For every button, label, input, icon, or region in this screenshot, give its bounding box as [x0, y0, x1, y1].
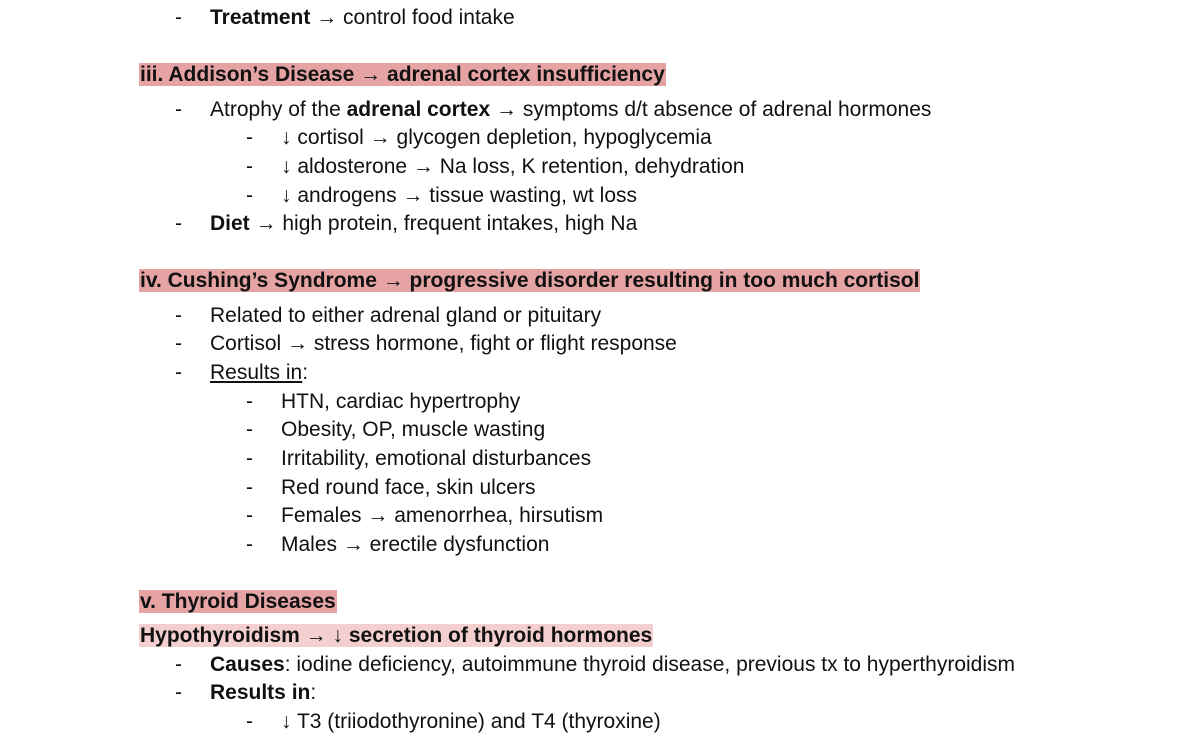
atrophy-bold: adrenal cortex	[346, 98, 491, 121]
bullet-dash: -	[175, 6, 182, 29]
bullet-dash: -	[246, 155, 253, 178]
atrophy-pre: Atrophy of the	[210, 98, 347, 121]
addison-heading-text: iii. Addison’s Disease → adrenal cortex insufficiency	[140, 63, 665, 86]
bullet-dash: -	[246, 710, 253, 733]
cushing-item: Related to either adrenal gland or pituitary	[210, 304, 602, 327]
cushing-result-item: Females → amenorrhea, hirsutism	[281, 504, 604, 527]
bullet-dash: -	[175, 361, 182, 384]
bullet-dash: -	[246, 504, 253, 527]
cushing-heading	[139, 268, 920, 294]
causes-label: Causes	[210, 653, 285, 676]
addison-sub-item: ↓ androgens → tissue wasting, wt loss	[281, 184, 637, 207]
diet-label: Diet	[210, 212, 250, 235]
bullet-dash: -	[246, 184, 253, 207]
cushing-result-item: Irritability, emotional disturbances	[281, 447, 592, 470]
thyroid-result-item: ↓ T3 (triiodothyronine) and T4 (thyroxine)	[281, 710, 661, 733]
cushing-heading-text: iv. Cushing’s Syndrome → progressive disorder resulting in too much cortisol	[140, 269, 920, 292]
bullet-dash: -	[246, 418, 253, 441]
thyroid-causes-line	[210, 652, 1015, 678]
thyroid-heading-text: v. Thyroid Diseases	[140, 590, 336, 613]
thyroid-results-label	[210, 680, 316, 706]
addison-atrophy-line	[210, 97, 931, 123]
cushing-results-label	[210, 360, 308, 386]
addison-heading	[139, 62, 666, 88]
bullet-dash: -	[246, 447, 253, 470]
thyroid-heading	[139, 589, 337, 615]
hypothyroidism-subheading-text: Hypothyroidism → ↓ secretion of thyroid hormones	[140, 624, 653, 647]
cushing-result-item: Males → erectile dysfunction	[281, 533, 550, 556]
bullet-dash: -	[246, 533, 253, 556]
addison-sub-item: ↓ cortisol → glycogen depletion, hypoglycemia	[281, 126, 712, 149]
bullet-dash: -	[246, 390, 253, 413]
bullet-dash: -	[175, 212, 182, 235]
cushing-result-item: HTN, cardiac hypertrophy	[281, 390, 521, 413]
thyroid-results-bold: Results in	[210, 681, 311, 704]
atrophy-post: → symptoms d/t absence of adrenal hormones	[490, 98, 932, 121]
bullet-dash: -	[246, 126, 253, 149]
addison-sub-item: ↓ aldosterone → Na loss, K retention, dehydration	[281, 155, 745, 178]
treatment-text: → control food intake	[310, 6, 515, 29]
bullet-dash: -	[175, 98, 182, 121]
treatment-line	[210, 5, 515, 31]
bullet-dash: -	[246, 476, 253, 499]
bullet-dash: -	[175, 681, 182, 704]
bullet-dash: -	[175, 653, 182, 676]
thyroid-results-colon: :	[310, 681, 317, 704]
causes-text: : iodine deficiency, autoimmune thyroid disease, previous tx to hyperthyroidism	[284, 653, 1016, 676]
results-in-underlined: Results in	[210, 361, 303, 384]
cushing-result-item: Red round face, skin ulcers	[281, 476, 536, 499]
results-colon: :	[302, 361, 309, 384]
cushing-item: Cortisol → stress hormone, fight or flight response	[210, 332, 677, 355]
bullet-dash: -	[175, 304, 182, 327]
bullet-dash: -	[175, 332, 182, 355]
addison-diet-line	[210, 211, 637, 237]
cushing-result-item: Obesity, OP, muscle wasting	[281, 418, 546, 441]
hypothyroidism-subheading	[139, 623, 653, 649]
treatment-label: Treatment	[210, 6, 311, 29]
diet-text: → high protein, frequent intakes, high Na	[249, 212, 638, 235]
